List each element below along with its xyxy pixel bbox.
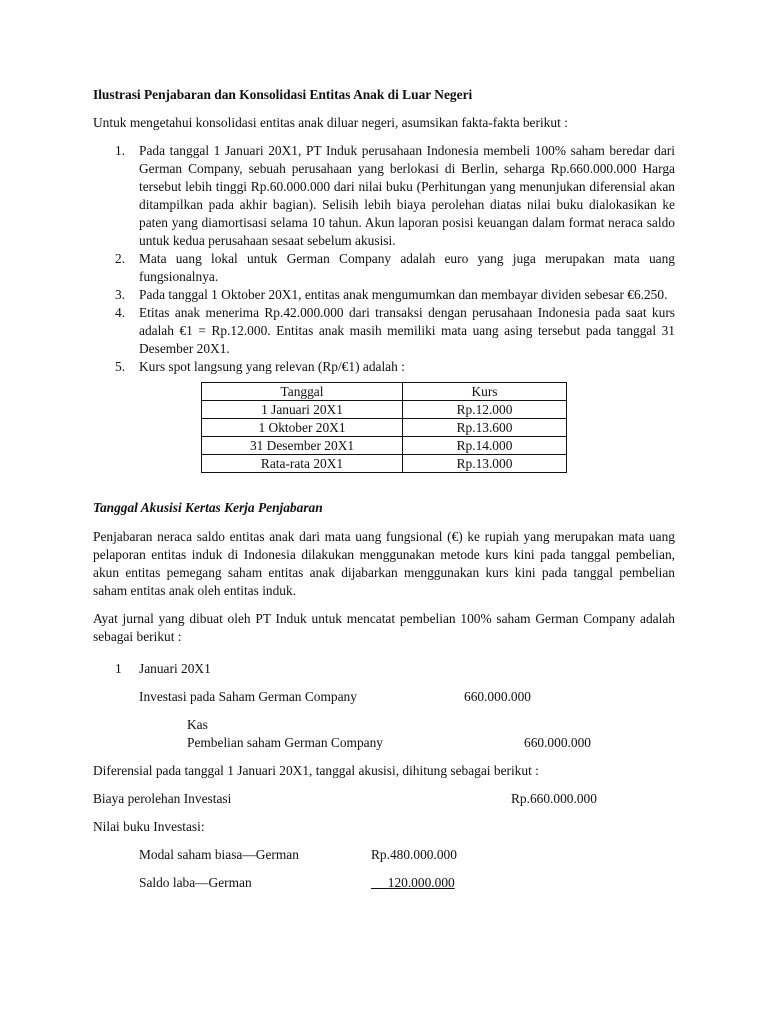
- journal-credit-desc-line: [93, 734, 675, 752]
- paragraph-translation: Penjabaran neraca saldo entitas anak dari mata uang fungsional (€) ke rupiah yang merupakan mata uang pelaporan entitas induk di Indonesia dilakukan menggunakan metode kurs kini pada tanggal pembelian, akun entitas pemegang saham entitas anak dijabarkan menggunakan kurs kini pada tanggal pembelian saham entitas anak oleh entitas induk.: [93, 529, 675, 598]
- table-cell: Rp.12.000: [403, 401, 567, 419]
- table-cell: Rata-rata 20X1: [202, 455, 403, 473]
- table-cell: 31 Desember 20X1: [202, 437, 403, 455]
- journal-debit-line: [93, 688, 675, 706]
- debit-account: Investasi pada Saham German Company: [139, 689, 357, 704]
- credit-amount: 660.000.000: [524, 735, 591, 750]
- table-header-cell: Tanggal: [202, 383, 403, 401]
- table-cell: Rp.13.600: [403, 419, 567, 437]
- journal-date-number: 1: [115, 661, 122, 676]
- table-cell: Rp.13.000: [403, 455, 567, 473]
- fact-item: 4. Etitas anak menerima Rp.42.000.000 dari transaksi dengan perusahaan Indonesia pada saat kurs adalah €1 = Rp.12.000. Entitas anak masih memiliki mata uang asing tersebut pada tanggal 31 Desember 20X1.: [115, 305, 675, 356]
- journal-date-text: Januari 20X1: [139, 661, 211, 676]
- facts-list: [93, 142, 675, 376]
- diff-intro: Diferensial pada tanggal 1 Januari 20X1, tanggal akusisi, dihitung sebagai berikut :: [93, 763, 539, 778]
- credit-description: Pembelian saham German Company: [187, 735, 383, 750]
- table-row: [202, 455, 567, 473]
- book-item-value: Rp.480.000.000: [371, 847, 457, 862]
- journal-date: [93, 660, 675, 678]
- table-row: [202, 401, 567, 419]
- document-title: Ilustrasi Penjabaran dan Konsolidasi Entitas Anak di Luar Negeri: [93, 87, 473, 102]
- table-cell: Rp.14.000: [403, 437, 567, 455]
- book-item-saldo: [93, 874, 675, 892]
- fact-item: 5. Kurs spot langsung yang relevan (Rp/€1) adalah :: [115, 359, 405, 374]
- book-value-label: Nilai buku Investasi:: [93, 819, 205, 834]
- table-header-cell: Kurs: [403, 383, 567, 401]
- book-item-value: 120.000.000: [387, 875, 455, 890]
- book-item-modal: [93, 846, 675, 864]
- paragraph-journal-intro: Ayat jurnal yang dibuat oleh PT Induk untuk mencatat pembelian 100% saham German Company adalah sebagai berikut :: [93, 611, 675, 644]
- debit-amount: 660.000.000: [464, 689, 531, 704]
- table-cell: 1 Januari 20X1: [202, 401, 403, 419]
- table-header-row: [202, 383, 567, 401]
- book-item-label: Saldo laba—German: [139, 875, 252, 890]
- cost-line: [93, 790, 675, 808]
- table-row: [202, 419, 567, 437]
- table-row: [202, 437, 567, 455]
- fact-item: 3. Pada tanggal 1 Oktober 20X1, entitas anak mengumumkan dan membayar dividen sebesar €6.250.: [115, 287, 668, 302]
- kurs-table: [201, 382, 567, 473]
- section-title: Tanggal Akusisi Kertas Kerja Penjabaran: [93, 500, 323, 515]
- fact-item: 2. Mata uang lokal untuk German Company adalah euro yang juga merupakan mata uang fungsionalnya.: [115, 251, 675, 284]
- fact-item: 1. Pada tanggal 1 Januari 20X1, PT Induk perusahaan Indonesia membeli 100% saham beredar dari German Company, sebuah perusahaan yang berlokasi di Berlin, seharga Rp.660.000.000 Harga tersebut lebih tinggi Rp.60.000.000 dari nilai buku (Perhitungan yang menunjukan diferensial akan ditampilkan pada akhir bagian). Selisih lebih biaya perolehan diatas nilai buku dialokasikan ke paten yang diamortisasi selama 10 tahun. Akun laporan posisi keuangan dalam format neraca saldo untuk kedua perusahaan sesaat sebelum akusisi.: [115, 143, 675, 248]
- credit-account: Kas: [187, 717, 208, 732]
- book-item-label: Modal saham biasa—German: [139, 847, 299, 862]
- cost-value: Rp.660.000.000: [511, 791, 597, 806]
- table-cell: 1 Oktober 20X1: [202, 419, 403, 437]
- cost-label: Biaya perolehan Investasi: [93, 791, 232, 806]
- intro-paragraph: Untuk mengetahui konsolidasi entitas anak diluar negeri, asumsikan fakta-fakta berikut :: [93, 115, 568, 130]
- document-page: [93, 86, 675, 892]
- journal-credit-line: [93, 716, 675, 734]
